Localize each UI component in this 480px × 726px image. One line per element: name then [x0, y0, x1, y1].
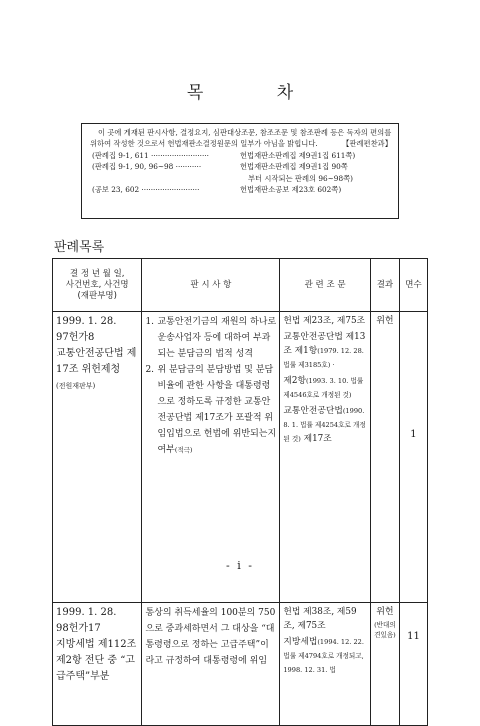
reference-row: (판례집 9-1, 90, 96~98 ··········· 헌법재판소판례집 제9권1집 90쪽	[92, 162, 348, 172]
header-holdings: 판 시 사 항	[142, 259, 280, 312]
related-laws-cell: 헌법 제23조, 제75조 교통안전공단법 제13조 제1항(1979. 12. 28. 법률 제3185호) · 제2항(1993. 3. 10. 법률 제4546호로 개정된 것) 교통안전공단법(1990. 8. 1. 법률 제4254호로 개정된 것) 제17조	[280, 312, 371, 603]
page-number: - i -	[226, 559, 254, 572]
notice-tag: 【판례편찬과】	[342, 139, 392, 149]
holding-item: 1. 교통안전기금의 재원의 하나로 운송사업자 등에 대하여 부과되는 분담금의 법적 성격	[145, 317, 277, 359]
reference-row: 부터 시작되는 판례의 96~98쪽)	[248, 173, 353, 183]
reference-row: (공보 23, 602 ························· 헌법재판소공보 제23호 602쪽)	[92, 184, 342, 194]
header-page: 면수	[399, 259, 427, 312]
reference-row: (판례집 9-1, 611 ························· 헌법재판소판례집 제9권1집 611쪽)	[92, 150, 356, 160]
holdings-cell	[142, 603, 280, 726]
result-cell: 위헌	[370, 312, 399, 603]
page-number-cell: 11	[399, 603, 427, 726]
notice-text: 이 곳에 게재된 판시사항, 결정요지, 심판대상조문, 참조조문 및 참조판례 등은 독자의 편의를 위하여 작성한 것으로서 헌법재판소결정원문의 일부가 아님을 밝힙니다. 【판례편찬과】	[90, 128, 392, 149]
header-result: 결과	[370, 259, 399, 312]
holding-text: 통상의 취득세율의 100분의 750으로 중과세하면서 그 대상을 “대통령령으로 정하는 고급주택”이라고 규정하여 대통령령에 위임	[145, 608, 276, 666]
header-decision-info: 결 정 년 월 일, 사건번호, 사건명 (재판부명)	[53, 259, 142, 312]
page-number-cell: 1	[399, 312, 427, 603]
notice-reference-list	[90, 150, 392, 196]
editorial-notice-box	[81, 123, 399, 219]
case-name: 지방세법 제112조 제2항 전단 중 “고급주택”부분	[56, 639, 137, 682]
header-related-laws: 관 련 조 문	[280, 259, 371, 312]
decision-info-cell	[53, 603, 142, 726]
related-laws-cell: 헌법 제38조, 제59조, 제75조 지방세법(1994. 12. 22. 법률 제4794호로 개정되고, 1998. 12. 31. 법	[280, 603, 371, 726]
table-row	[53, 603, 428, 726]
section-title: 판례목록	[54, 240, 105, 255]
table-header-row	[53, 259, 428, 312]
page-title: 목 차	[186, 83, 328, 103]
result-cell: 위헌 (반대의견있음)	[370, 603, 399, 726]
decision-date: 1999. 1. 28.	[56, 316, 117, 327]
holding-item: 2. 위 분담금의 분담방법 및 분담비율에 관한 사항을 대통령령으로 정하도록 규정한 교통안전공단법 제17조가 포괄적 위임입법으로 헌법에 위반되는지 여부(적극)	[145, 365, 277, 455]
panel-name: (전원재판부)	[56, 382, 96, 390]
decision-date: 1999. 1. 28.	[56, 607, 117, 618]
case-number: 97헌가8	[56, 332, 95, 343]
case-number: 98헌가17	[56, 623, 101, 634]
case-name: 교통안전공단법 제17조 위헌제청	[56, 348, 137, 375]
result-note: (반대의견있음)	[374, 621, 396, 639]
case-list-table	[52, 258, 428, 726]
